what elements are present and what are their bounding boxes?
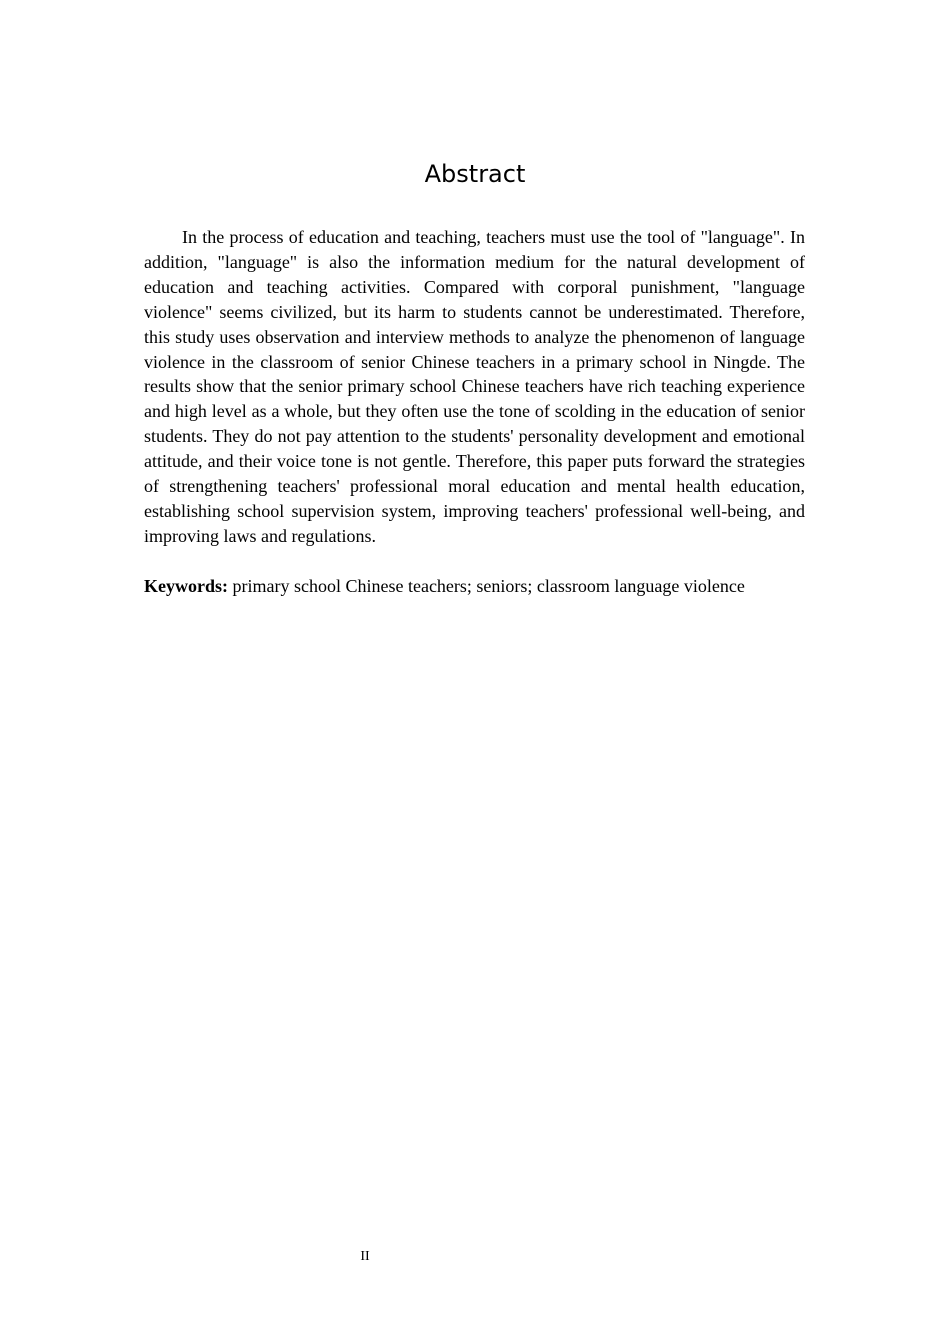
keywords-label: Keywords: (144, 576, 228, 596)
abstract-paragraph: In the process of education and teaching, teachers must use the tool of "language". In addition, "language" is also the information medium for the natural development of education and teaching activities. Compared with corporal punishment, "language violence" seems civilized, but its harm to students cannot be underestimated. Therefore, this study uses observation and interview methods to analyze the phenomenon of language violence in the classroom of senior Chinese teachers in a primary school in Ningde. The results show that the senior primary school Chinese teachers have rich teaching experience and high level as a whole, but they often use the tone of scolding in the education of senior students. They do not pay attention to the students' personality development and emotional attitude, and their voice tone is not gentle. Therefore, this paper puts forward the strategies of strengthening teachers' professional moral education and mental health education, establishing school supervision system, improving teachers' professional well-being, and improving laws and regulations. (144, 227, 805, 546)
keywords-text: primary school Chinese teachers; seniors; classroom language violence (228, 576, 745, 596)
page-number: II (360, 1249, 370, 1264)
abstract-title: Abstract (424, 160, 526, 188)
keywords-line (144, 574, 805, 599)
